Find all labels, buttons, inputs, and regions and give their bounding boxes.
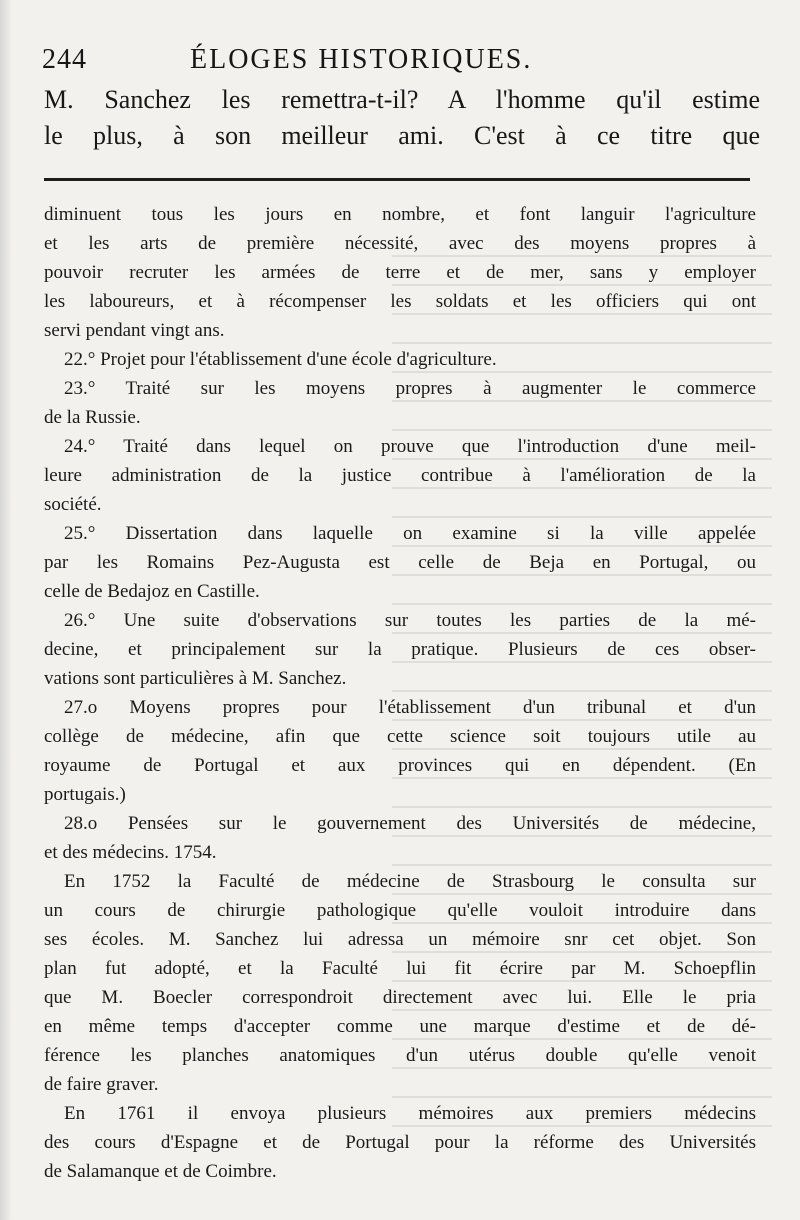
text-line: de la Russie.	[44, 407, 141, 428]
text-line: les laboureurs, et à récompenser les soldats et les officiers qui ont	[44, 291, 756, 312]
text-line: des cours d'Espagne et de Portugal pour la réforme des Universités	[44, 1132, 756, 1153]
text-line: que M. Boecler correspondroit directement avec lui. Elle le pria	[44, 987, 756, 1008]
list-item-23: 23.° Traité sur les moyens propres à augmenter le commerce	[64, 378, 756, 399]
text-line: celle de Bedajoz en Castille.	[44, 581, 260, 602]
text-line: plan fut adopté, et la Faculté lui fit écrire par M. Schoepflin	[44, 958, 756, 979]
text-line: vations sont particulières à M. Sanchez.	[44, 668, 347, 689]
text-line: servi pendant vingt ans.	[44, 320, 225, 341]
text-line: royaume de Portugal et aux provinces qui en dépendent. (En	[44, 755, 756, 776]
page-edge-shadow	[0, 0, 12, 1220]
list-item-22: 22.° Projet pour l'établissement d'une école d'agriculture.	[64, 349, 497, 370]
list-item-26: 26.° Une suite d'observations sur toutes les parties de la mé-	[64, 610, 756, 631]
text-line: de Salamanque et de Coimbre.	[44, 1161, 277, 1182]
text-line: un cours de chirurgie pathologique qu'elle vouloit introduire dans	[44, 900, 756, 921]
text-line: portugais.)	[44, 784, 126, 805]
text-line: société.	[44, 494, 102, 515]
text-line: de faire graver.	[44, 1074, 159, 1095]
main-text	[44, 82, 760, 154]
page-number: 244	[42, 44, 87, 75]
paragraph-1761: En 1761 il envoya plusieurs mémoires aux premiers médecins	[64, 1103, 756, 1124]
paragraph-1752: En 1752 la Faculté de médecine de Strasbourg le consulta sur	[64, 871, 756, 892]
text-line: et des médecins. 1754.	[44, 842, 217, 863]
text-line: leure administration de la justice contribue à l'amélioration de la	[44, 465, 756, 486]
text-line: pouvoir recruter les armées de terre et de mer, sans y employer	[44, 262, 756, 283]
text-line: diminuent tous les jours en nombre, et font languir l'agriculture	[44, 204, 756, 225]
text-line: collège de médecine, afin que cette science soit toujours utile au	[44, 726, 756, 747]
footnote-text	[44, 200, 756, 1186]
text-line: et les arts de première nécessité, avec des moyens propres à	[44, 233, 756, 254]
page-header	[42, 44, 762, 84]
list-item-27: 27.o Moyens propres pour l'établissement d'un tribunal et d'un	[64, 697, 756, 718]
running-title: ÉLOGES HISTORIQUES.	[190, 44, 533, 75]
text-line: férence les planches anatomiques d'un utérus double qu'elle venoit	[44, 1045, 756, 1066]
text-line: M. Sanchez les remettra-t-il? A l'homme qu'il estime	[44, 85, 760, 114]
footnote-rule	[44, 178, 750, 181]
text-line: en même temps d'accepter comme une marque d'estime et de dé-	[44, 1016, 756, 1037]
text-line: decine, et principalement sur la pratique. Plusieurs de ces obser-	[44, 639, 756, 660]
list-item-28: 28.o Pensées sur le gouvernement des Universités de médecine,	[64, 813, 756, 834]
text-line: le plus, à son meilleur ami. C'est à ce titre que	[44, 121, 760, 150]
list-item-25: 25.° Dissertation dans laquelle on examine si la ville appelée	[64, 523, 756, 544]
text-line: par les Romains Pez-Augusta est celle de Beja en Portugal, ou	[44, 552, 756, 573]
list-item-24: 24.° Traité dans lequel on prouve que l'introduction d'une meil-	[64, 436, 756, 457]
text-line: ses écoles. M. Sanchez lui adressa un mémoire snr cet objet. Son	[44, 929, 756, 950]
